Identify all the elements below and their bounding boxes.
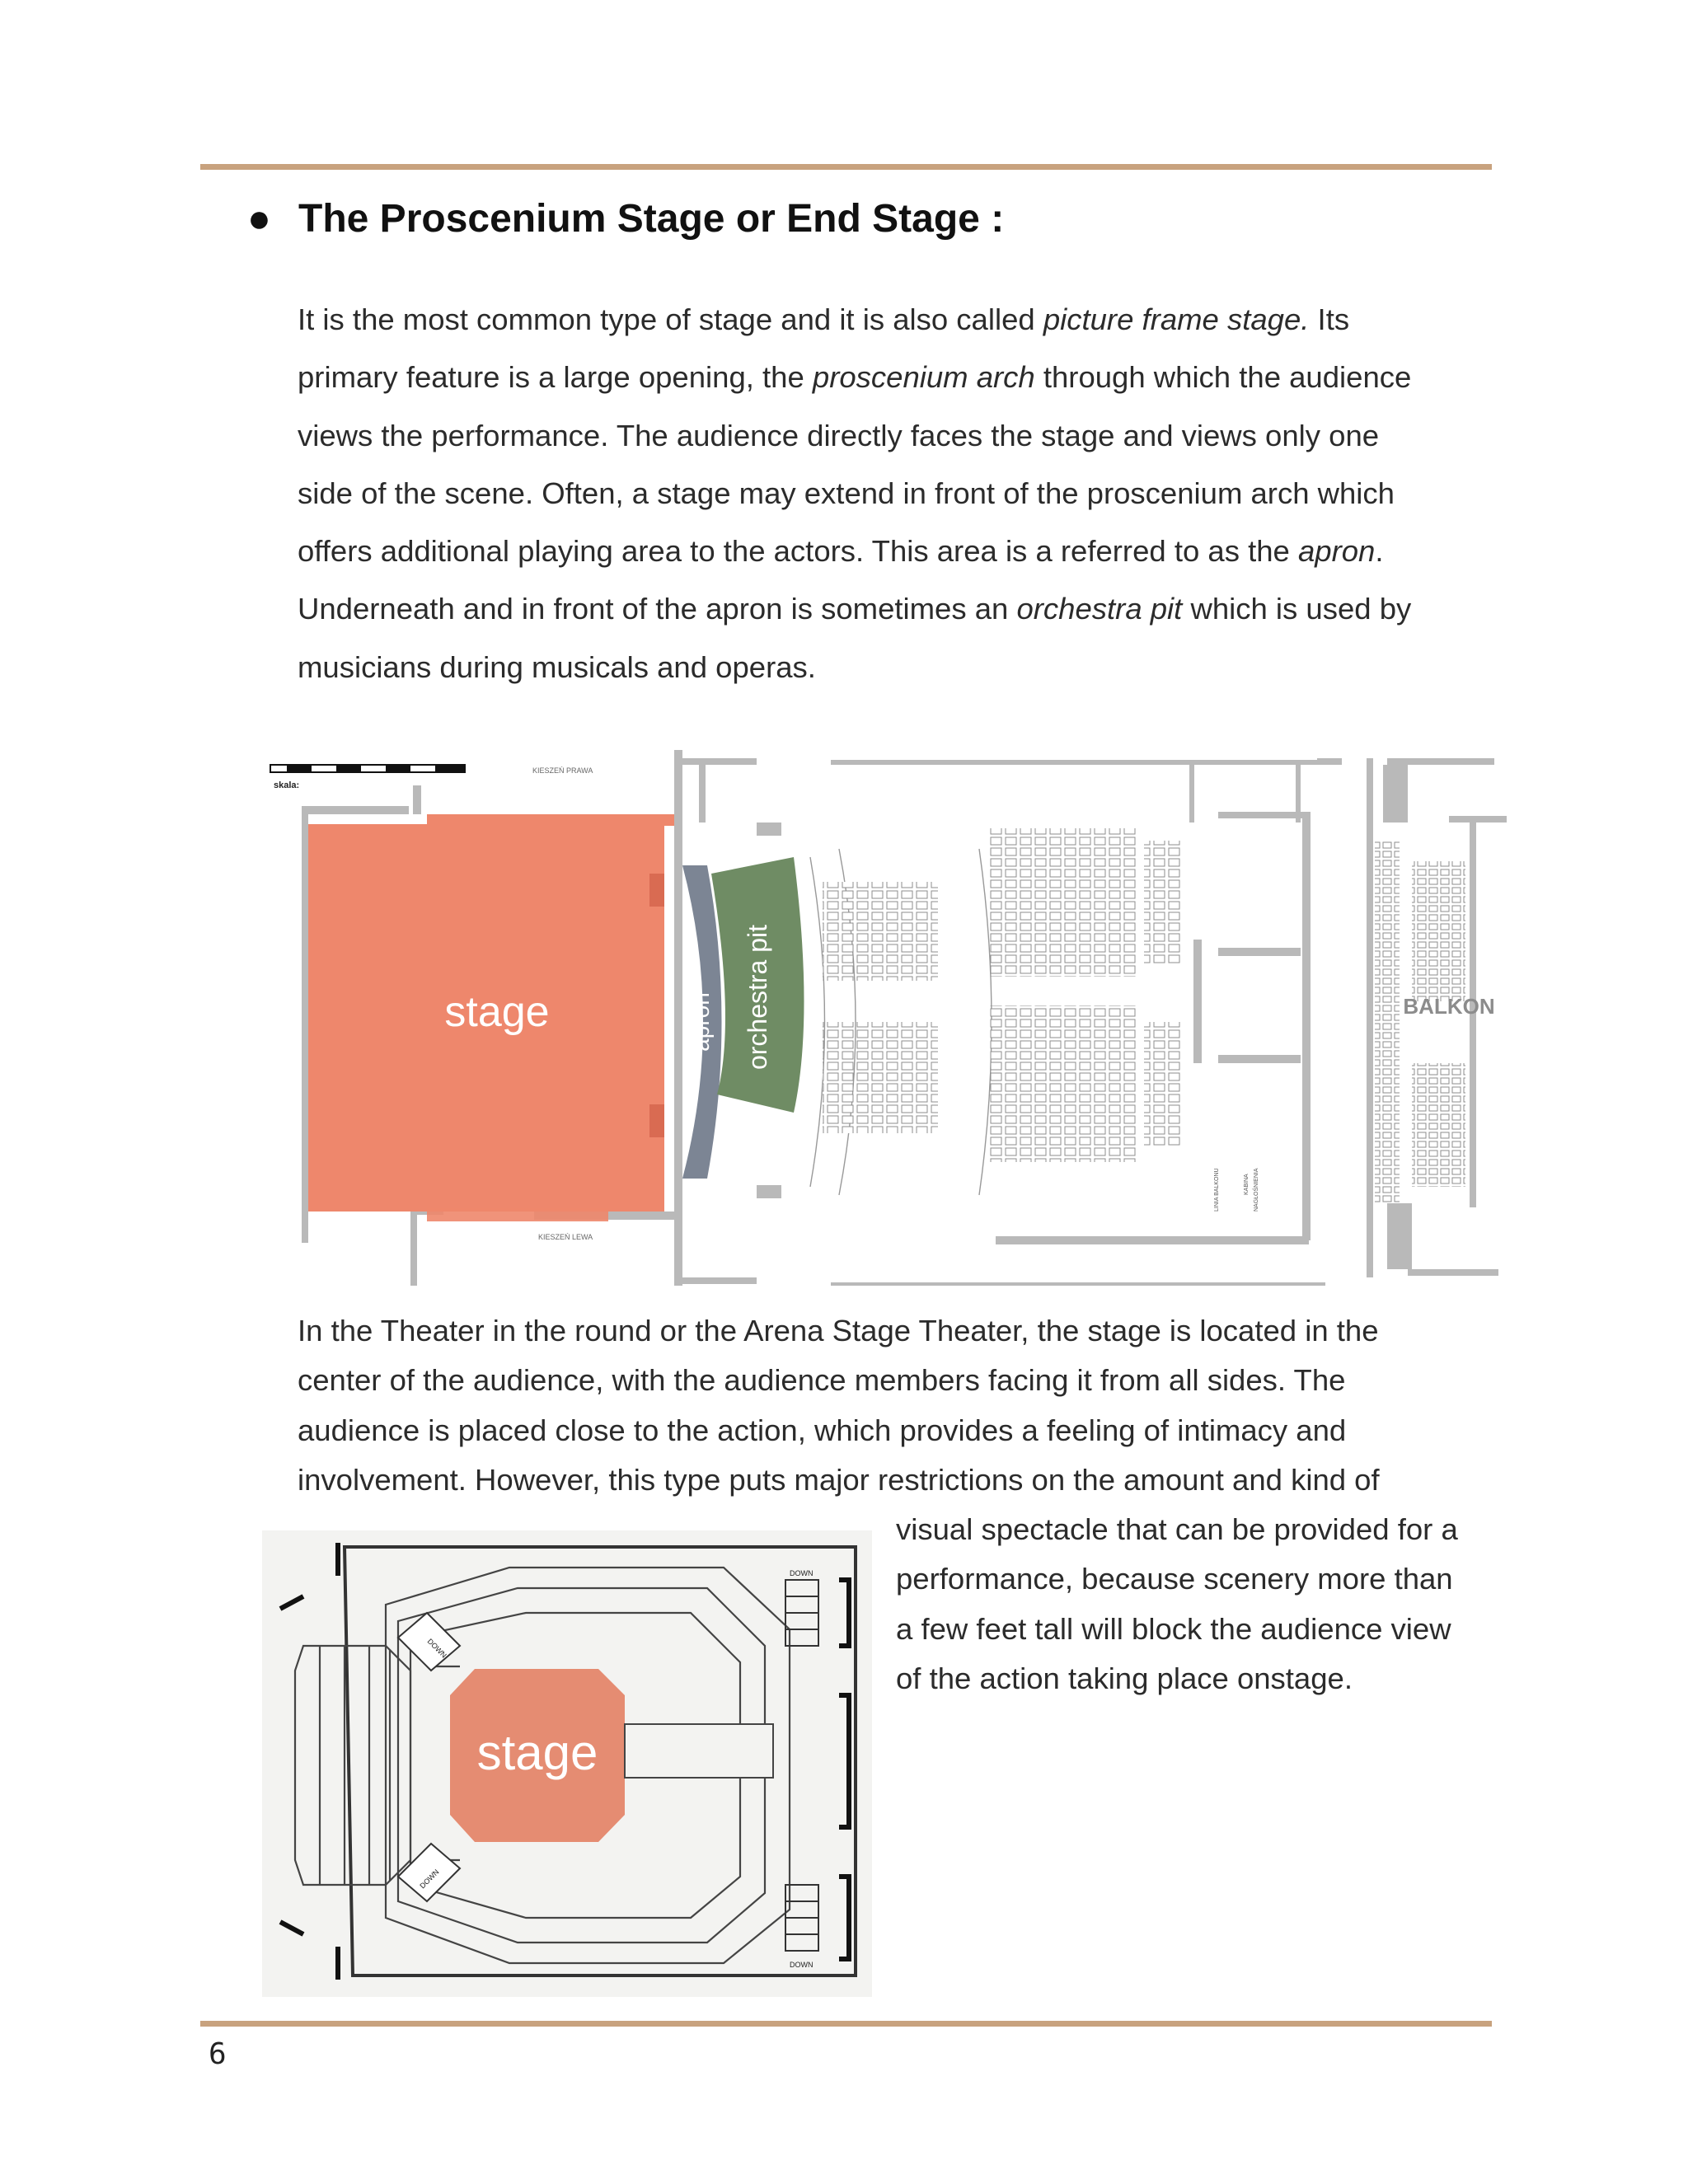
scale-label: skala: bbox=[274, 780, 300, 790]
arena-stage-label: stage bbox=[476, 1725, 598, 1780]
down-label-2: DOWN bbox=[418, 1868, 441, 1891]
arena-floor-plan bbox=[262, 1530, 872, 1997]
section-heading bbox=[247, 196, 1004, 241]
text-run: offers additional playing area to the actors. This area is a referred to as the bbox=[298, 534, 1298, 569]
text-run: views the performance. The audience directly faces the stage and views only one bbox=[298, 418, 1380, 452]
paragraph-line: involvement. However, this type puts major restrictions on the amount and kind of bbox=[298, 1462, 1380, 1497]
text-run: side of the scene. Often, a stage may extend in front of the proscenium arch which bbox=[298, 476, 1395, 510]
bottom-rule bbox=[200, 2021, 1492, 2027]
text-run: Its bbox=[1309, 302, 1350, 336]
italic-term: orchestra pit bbox=[1016, 592, 1183, 626]
top-rule bbox=[200, 164, 1492, 170]
bullet-icon: ● bbox=[247, 197, 271, 241]
wrapped-paragraph-line: a few feet tall will block the audience view bbox=[896, 1611, 1451, 1646]
paragraph-line bbox=[298, 639, 1501, 696]
text-run: It is the most common type of stage and it is also called bbox=[298, 302, 1043, 336]
paragraph-line: center of the audience, with the audience members facing it from all sides. The bbox=[298, 1363, 1346, 1398]
pocket-left-label: KIESZEŃ LEWA bbox=[538, 1233, 593, 1241]
wrapped-paragraph-line: of the action taking place onstage. bbox=[896, 1661, 1353, 1696]
text-run: which is used by bbox=[1182, 592, 1412, 626]
down-label-1: DOWN bbox=[425, 1637, 448, 1660]
text-run: Underneath and in front of the apron is sometimes an bbox=[298, 592, 1017, 626]
down-label-4: DOWN bbox=[790, 1961, 814, 1969]
text-run: through which the audience bbox=[1034, 360, 1412, 395]
text-run: primary feature is a large opening, the bbox=[298, 360, 813, 395]
page-number: 6 bbox=[209, 2037, 227, 2071]
apron-label: apron bbox=[688, 992, 714, 1052]
orchestra-pit-label: orchestra pit bbox=[743, 924, 772, 1071]
stage-label: stage bbox=[444, 988, 550, 1036]
balcony-label: BALKON bbox=[1403, 994, 1495, 1019]
booth-label-1: KABINA bbox=[1244, 1174, 1250, 1195]
italic-term: apron bbox=[1297, 534, 1376, 569]
heading-text: The Proscenium Stage or End Stage : bbox=[298, 197, 1005, 241]
balcony-seats-bottom bbox=[1412, 1063, 1465, 1187]
wrapped-paragraph-line: performance, because scenery more than bbox=[896, 1562, 1453, 1596]
booth-label-2: NAGŁOŚNIENIA bbox=[1254, 1168, 1259, 1212]
paragraph-line bbox=[298, 465, 1501, 523]
proscenium-paragraph bbox=[298, 291, 1501, 696]
paragraph-line: In the Theater in the round or the Arena Stage Theater, the stage is located in the bbox=[298, 1314, 1379, 1347]
proscenium-floor-plan bbox=[262, 750, 1531, 1286]
wrapped-paragraph-line: visual spectacle that can be provided for a bbox=[896, 1512, 1458, 1547]
paragraph-line bbox=[298, 291, 1501, 349]
paragraph-line bbox=[298, 349, 1501, 406]
italic-term: proscenium arch bbox=[812, 360, 1035, 395]
text-run: musicians during musicals and operas. bbox=[298, 649, 816, 684]
balcony-seats-top bbox=[1412, 861, 1465, 1001]
paragraph-line bbox=[298, 580, 1501, 638]
text-run: . bbox=[1375, 534, 1384, 569]
pocket-right-label: KIESZEŃ PRAWA bbox=[532, 766, 593, 775]
paragraph-line: audience is placed close to the action, which provides a feeling of intimacy and bbox=[298, 1413, 1347, 1447]
paragraph-line bbox=[298, 407, 1501, 465]
down-label-3: DOWN bbox=[790, 1569, 814, 1577]
balcony-line-label: LINIA BALKONU bbox=[1214, 1168, 1220, 1212]
paragraph-line bbox=[298, 523, 1501, 580]
italic-term: picture frame stage. bbox=[1043, 302, 1310, 336]
